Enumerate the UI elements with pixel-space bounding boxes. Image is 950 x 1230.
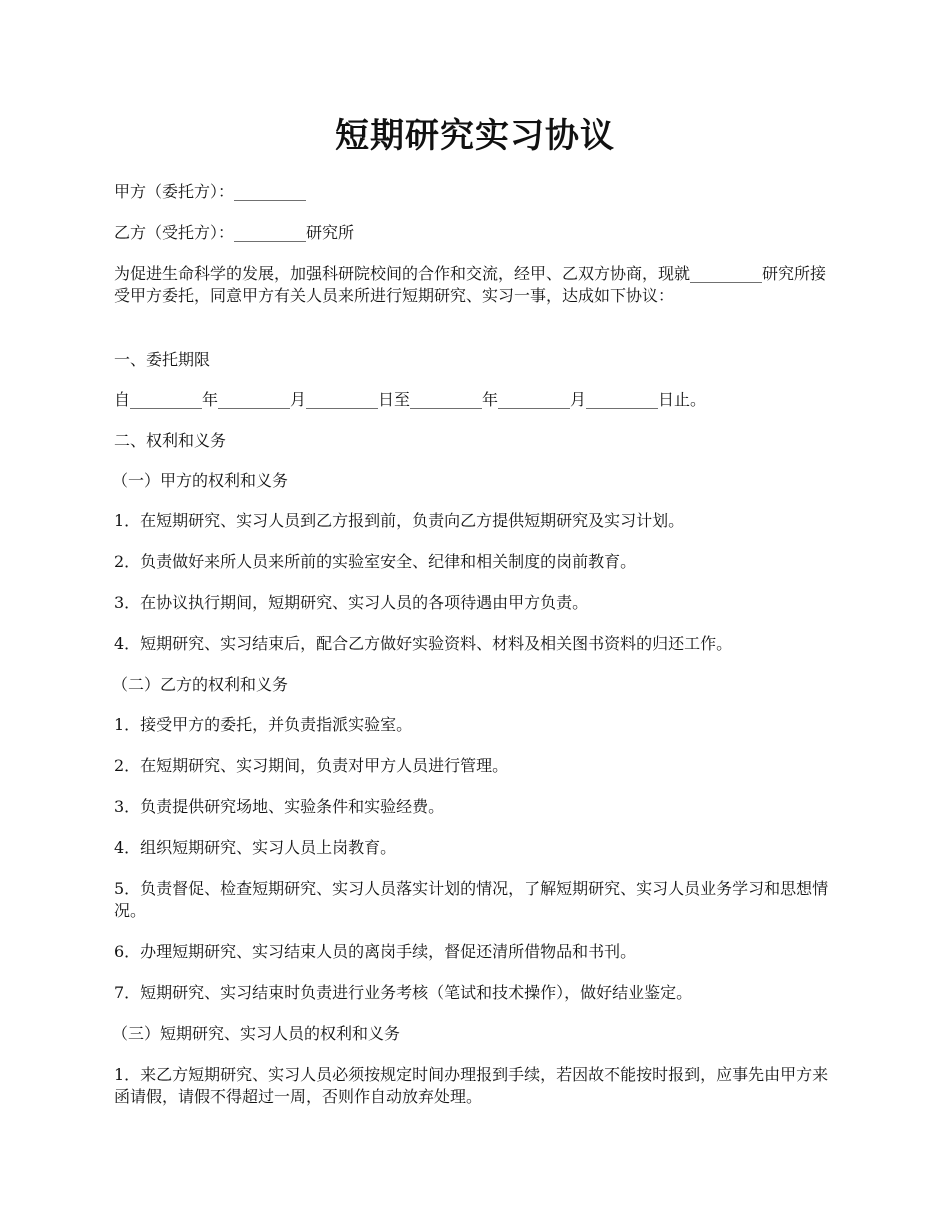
subsection-heading-party-a: （一）甲方的权利和义务	[112, 471, 289, 490]
list-item: 1．在短期研究、实习人员到乙方报到前，负责向乙方提供短期研究及实习计划。	[114, 511, 685, 530]
list-item: 3．负责提供研究场地、实验条件和实验经费。	[114, 797, 445, 816]
section-heading-rights: 二、权利和义务	[114, 431, 227, 450]
document-title: 短期研究实习协议	[335, 116, 615, 156]
list-item: 4．组织短期研究、实习人员上岗教育。	[114, 838, 397, 857]
section-heading-period: 一、委托期限	[114, 350, 211, 369]
list-item: 2．在短期研究、实习期间，负责对甲方人员进行管理。	[114, 756, 509, 775]
party-b-line: 乙方（受托方）：_________研究所	[114, 223, 355, 242]
list-item: 5．负责督促、检查短期研究、实习人员落实计划的情况，了解短期研究、实习人员业务学习和思想情况。	[114, 879, 829, 920]
list-item: 1．接受甲方的委托，并负责指派实验室。	[114, 715, 413, 734]
list-item: 4．短期研究、实习结束后，配合乙方做好实验资料、材料及相关图书资料的归还工作。	[114, 634, 733, 653]
subsection-heading-party-b: （二）乙方的权利和义务	[112, 675, 289, 694]
period-line: 自_________年_________月_________日至_________年_________月_________日止。	[114, 390, 707, 409]
party-a-line: 甲方（委托方）：_________	[114, 182, 307, 201]
list-item: 3．在协议执行期间，短期研究、实习人员的各项待遇由甲方负责。	[114, 593, 589, 612]
list-item: 6．办理短期研究、实习结束人员的离岗手续，督促还清所借物品和书刊。	[114, 942, 637, 961]
subsection-heading-interns: （三）短期研究、实习人员的权利和义务	[112, 1024, 401, 1043]
list-item: 1．来乙方短期研究、实习人员必须按规定时间办理报到手续，若因故不能按时报到，应事先由甲方来函请假，请假不得超过一周，否则作自动放弃处理。	[114, 1065, 829, 1106]
intro-paragraph: 为促进生命科学的发展，加强科研院校间的合作和交流，经甲、乙双方协商，现就_________研究所接受甲方委托，同意甲方有关人员来所进行短期研究、实习一事，达成如下协议：	[114, 264, 827, 305]
list-item: 7．短期研究、实习结束时负责进行业务考核（笔试和技术操作），做好结业鉴定。	[114, 983, 693, 1002]
list-item: 2．负责做好来所人员来所前的实验室安全、纪律和相关制度的岗前教育。	[114, 552, 637, 571]
